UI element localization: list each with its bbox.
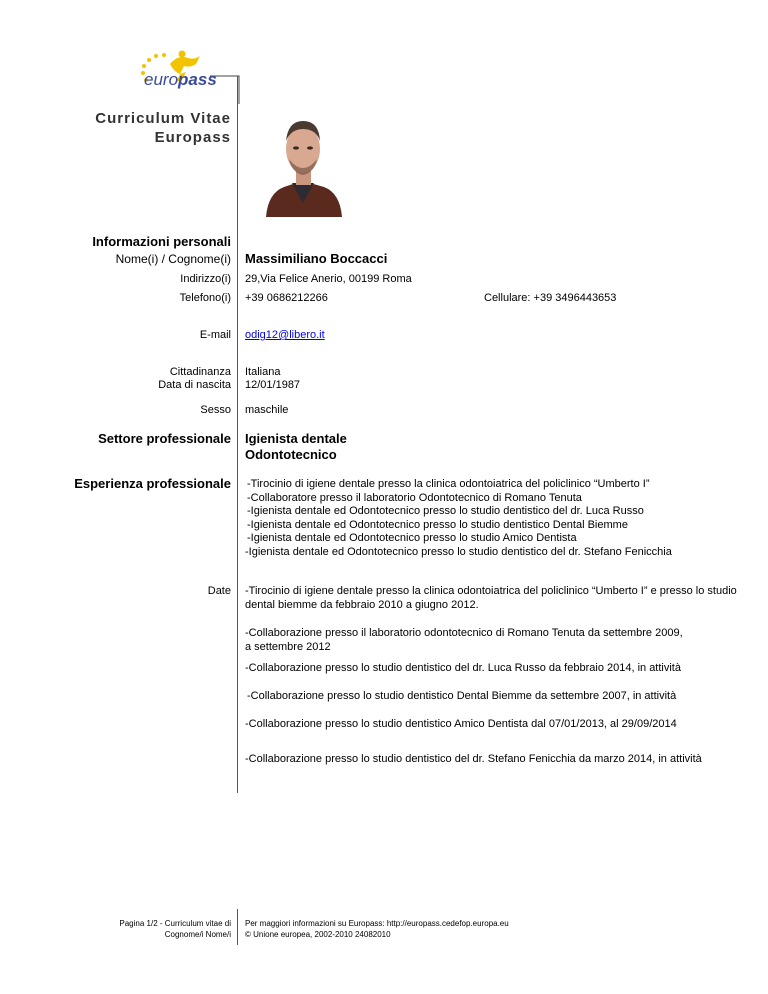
date-item-2-line2: a settembre 2012 bbox=[245, 641, 331, 653]
footer-copyright: © Unione europea, 2002-2010 24082010 bbox=[245, 930, 391, 939]
phone-value: +39 0686212266 bbox=[245, 292, 328, 304]
footer-divider bbox=[237, 909, 238, 945]
citizenship-value: Italiana bbox=[245, 366, 281, 378]
address-value: 29,Via Felice Anerio, 00199 Roma bbox=[245, 273, 412, 285]
experience-item: -Tirocinio di igiene dentale presso la clinica odontoiatrica del policlinico “Umberto I” bbox=[247, 478, 650, 490]
phone-label: Telefono(i) bbox=[179, 292, 231, 304]
experience-item: -Collaboratore presso il laboratorio Odontotecnico di Romano Tenuta bbox=[247, 491, 582, 504]
sector-line2: Odontotecnico bbox=[245, 447, 337, 462]
name-value: Massimiliano Boccacci bbox=[245, 251, 388, 266]
footer-info-link: Per maggiori informazioni su Europass: http://europass.cedefop.europa.eu bbox=[245, 919, 509, 928]
section-sector: Settore professionale bbox=[98, 431, 231, 446]
date-item-2-line1: -Collaborazione presso il laboratorio odontotecnico di Romano Tenuta da settembre 2009, bbox=[245, 627, 683, 639]
logo-wordmark bbox=[144, 70, 217, 90]
logo-pass-text: pass bbox=[178, 70, 217, 89]
email-label: E-mail bbox=[199, 329, 231, 341]
footer-left bbox=[119, 918, 231, 940]
footer-right bbox=[245, 918, 509, 940]
date-item-6: -Collaborazione presso lo studio dentistico del dr. Stefano Fenicchia da marzo 2014, in attività bbox=[245, 753, 702, 765]
sector-value bbox=[245, 431, 347, 463]
name-label: Nome(i) / Cognome(i) bbox=[115, 252, 231, 266]
birth-value: 12/01/1987 bbox=[245, 379, 301, 391]
email-link[interactable]: odig12@libero.it bbox=[245, 329, 325, 341]
date-item-1 bbox=[245, 584, 737, 612]
experience-item: -Igienista dentale ed Odontotecnico presso lo studio Amico Dentista bbox=[247, 532, 577, 544]
dates-label: Date bbox=[207, 585, 231, 597]
mobile-value: Cellulare: +39 3496443653 bbox=[484, 292, 617, 304]
date-item-1-line2: dental biemme da febbraio 2010 a giugno 2012. bbox=[245, 599, 479, 611]
address-label: Indirizzo(i) bbox=[180, 273, 231, 285]
cv-title bbox=[95, 109, 231, 147]
logo-euro-text: euro bbox=[144, 70, 179, 89]
section-experience: Esperienza professionale bbox=[74, 476, 231, 491]
date-item-3: -Collaborazione presso lo studio dentistico del dr. Luca Russo da febbraio 2014, in attività bbox=[245, 662, 681, 674]
experience-item: -Igienista dentale ed Odontotecnico presso lo studio dentistico del dr. Luca Russo bbox=[247, 505, 644, 517]
cv-title-line1: Curriculum Vitae bbox=[95, 110, 231, 127]
sector-line1: Igienista dentale bbox=[245, 431, 347, 446]
sex-value: maschile bbox=[245, 404, 289, 416]
birth-label: Data di nascita bbox=[158, 379, 231, 391]
date-item-5: -Collaborazione presso lo studio dentistico Amico Dentista dal 07/01/2013, al 29/09/2014 bbox=[245, 718, 677, 730]
sex-label: Sesso bbox=[200, 404, 231, 416]
profile-photo-graphic bbox=[262, 111, 344, 217]
date-item-4: -Collaborazione presso lo studio dentistico Dental Biemme da settembre 2007, in attività bbox=[247, 690, 677, 702]
date-item-2 bbox=[245, 626, 683, 654]
experience-item: -Igienista dentale ed Odontotecnico presso lo studio dentistico del dr. Stefano Fenicchia bbox=[245, 545, 672, 558]
citizenship-label: Cittadinanza bbox=[169, 366, 231, 378]
profile-photo bbox=[262, 111, 344, 217]
section-personal-info: Informazioni personali bbox=[92, 234, 231, 249]
footer-name-placeholder: Cognome/i Nome/i bbox=[164, 930, 231, 939]
cv-title-line2: Europass bbox=[154, 129, 231, 146]
experience-list bbox=[247, 478, 672, 559]
footer-page-info: Pagina 1/2 - Curriculum vitae di bbox=[119, 919, 231, 928]
experience-item: -Igienista dentale ed Odontotecnico presso lo studio dentistico Dental Biemme bbox=[247, 518, 628, 531]
europass-logo bbox=[130, 44, 242, 104]
vertical-divider bbox=[237, 76, 238, 793]
date-item-1-line1: -Tirocinio di igiene dentale presso la clinica odontoiatrica del policlinico “Umberto I” e presso lo studio bbox=[245, 585, 737, 597]
